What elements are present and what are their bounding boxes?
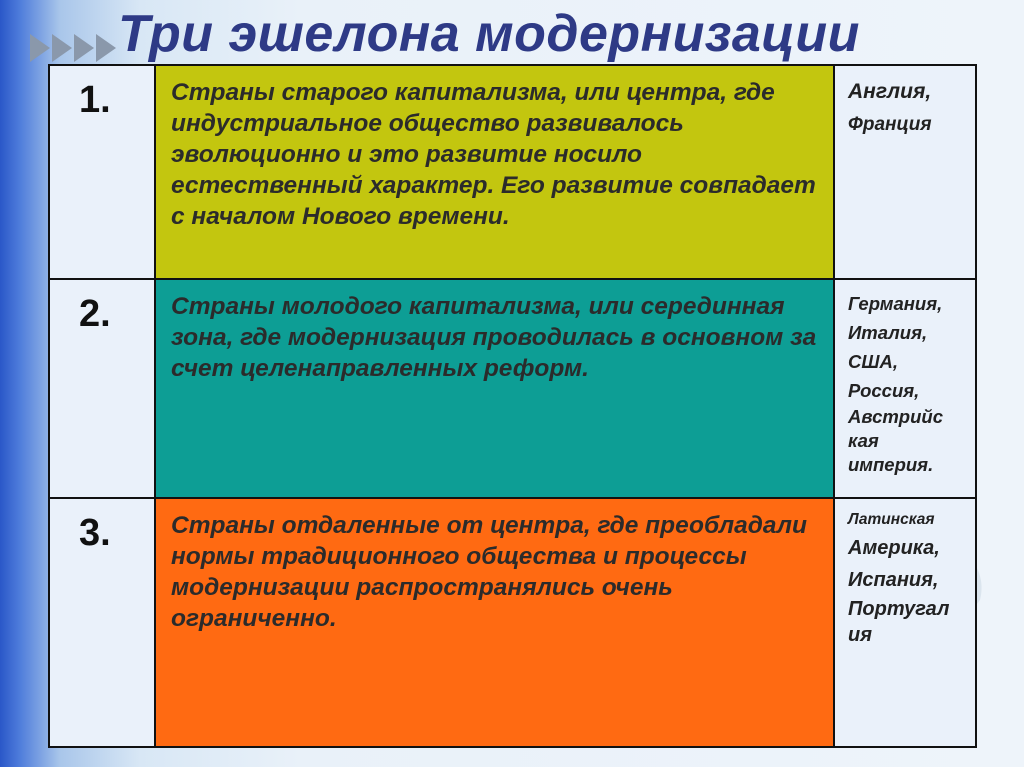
row-description: Страны старого капитализма, или центра, где индустриальное общество развивалось эволюционно и это развитие носило естественный характер. Его развитие совпадает с началом Нового времени. — [171, 79, 816, 230]
row-number-cell — [49, 498, 155, 747]
row-description-cell — [155, 498, 834, 747]
row-countries-cell — [834, 65, 976, 279]
row-description-cell — [155, 65, 834, 279]
row-countries-cell — [834, 498, 976, 747]
country-item: Австрийс — [848, 406, 944, 427]
row-number: 1. — [79, 79, 111, 121]
country-list — [836, 281, 974, 477]
decorative-arrows-icon — [30, 34, 116, 62]
country-item: кая — [848, 430, 879, 451]
table-row — [49, 498, 976, 747]
row-description: Страны отдаленные от центра, где преобладали нормы традиционного общества и процессы модернизации распространялись очень ограниченно. — [171, 512, 807, 632]
country-item: Америка, — [848, 537, 940, 559]
country-item: Испания, — [848, 569, 939, 591]
country-list — [836, 500, 974, 648]
row-number: 3. — [79, 512, 111, 554]
row-number-cell — [49, 279, 155, 498]
country-item: ия — [848, 624, 872, 646]
country-item: Англия, — [848, 80, 932, 103]
country-item: Португал — [848, 598, 950, 620]
country-item: Франция — [848, 114, 932, 135]
table-row — [49, 65, 976, 279]
country-list — [836, 67, 974, 141]
row-description-cell — [155, 279, 834, 498]
country-item: Германия, — [848, 293, 943, 314]
row-description: Страны молодого капитализма, или серединная зона, где модернизация проводилась в основном за счет целенаправленных реформ. — [171, 293, 817, 382]
row-number: 2. — [79, 293, 111, 335]
country-item: Латинская — [848, 511, 935, 528]
country-item: Россия, — [848, 380, 920, 401]
country-item: США, — [848, 351, 898, 372]
country-item: Италия, — [848, 322, 928, 343]
row-countries-cell — [834, 279, 976, 498]
row-number-cell — [49, 65, 155, 279]
modernization-table — [48, 64, 977, 748]
country-item: империя. — [848, 454, 934, 475]
table-row — [49, 279, 976, 498]
slide-title: Три эшелона модернизации — [118, 5, 860, 63]
